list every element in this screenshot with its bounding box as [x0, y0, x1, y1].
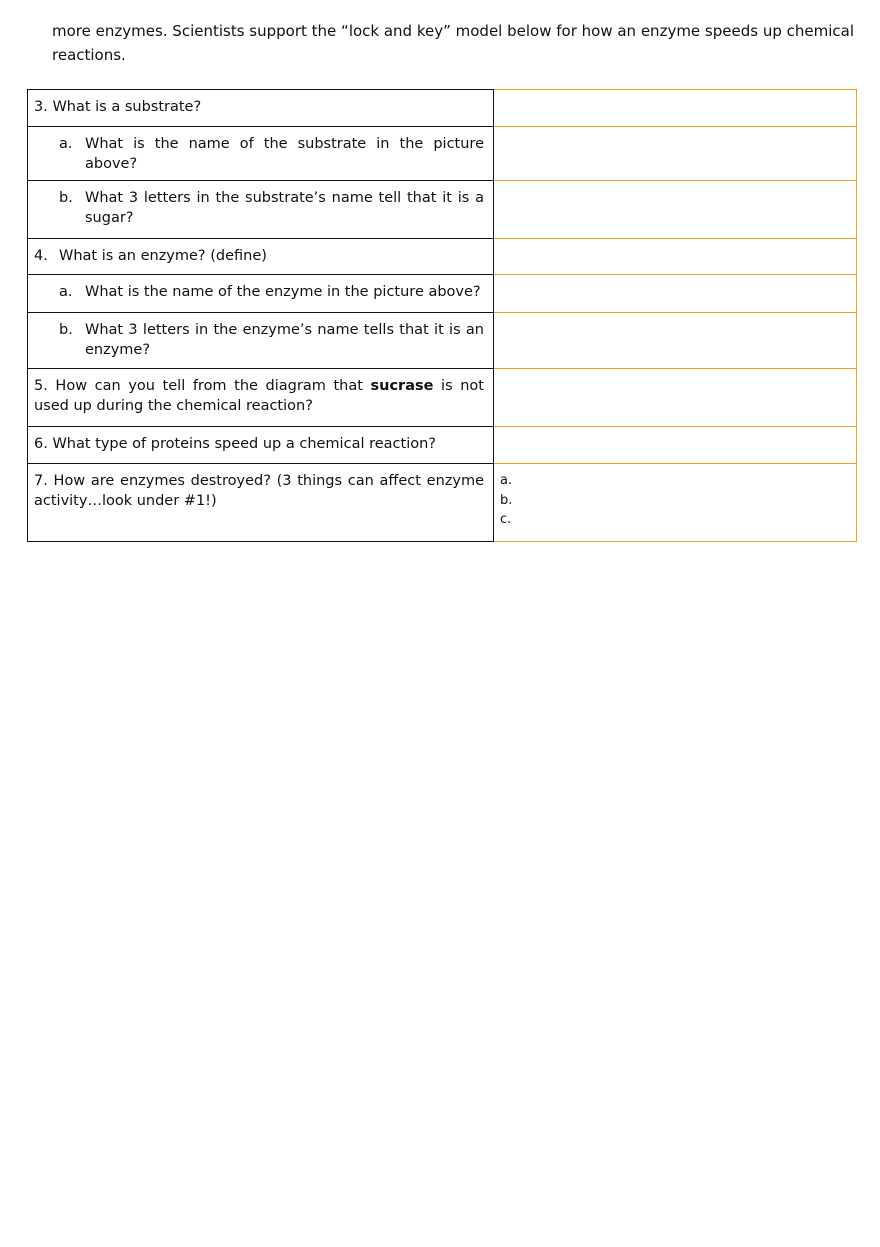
question-5 — [28, 369, 494, 427]
question-marker: b. — [59, 190, 73, 206]
question-text-start: 5. How can you tell from the diagram that — [34, 378, 371, 394]
answer-box-6[interactable] — [494, 427, 857, 464]
table-row — [28, 275, 857, 313]
answer-list — [500, 471, 850, 530]
answer-label-b: b. — [500, 492, 513, 508]
question-3: 3. What is a substrate? — [28, 90, 494, 127]
table-row — [28, 464, 857, 542]
table-row — [28, 239, 857, 275]
answer-box-7[interactable] — [494, 464, 857, 542]
question-4a — [28, 275, 494, 313]
question-4b — [28, 313, 494, 369]
table-row — [28, 369, 857, 427]
table-row — [28, 313, 857, 369]
question-text-end: is not used up during the chemical reaction? — [34, 378, 484, 414]
answer-label-c: c. — [500, 512, 512, 527]
question-3a — [28, 127, 494, 181]
question-text: What is the name of the substrate in the picture above? — [85, 136, 484, 172]
table-row — [28, 127, 857, 181]
question-4 — [28, 239, 494, 275]
question-marker: a. — [59, 136, 73, 152]
table-row — [28, 427, 857, 464]
question-text: What 3 letters in the enzyme’s name tells that it is an enzyme? — [85, 322, 484, 358]
answer-box-4b[interactable] — [494, 313, 857, 369]
question-3b — [28, 181, 494, 239]
answer-box-5[interactable] — [494, 369, 857, 427]
answer-box-3[interactable] — [494, 90, 857, 127]
question-table — [27, 89, 857, 542]
question-6: 6. What type of proteins speed up a chemical reaction? — [28, 427, 494, 464]
question-text: What 3 letters in the substrate’s name tell that it is a sugar? — [85, 190, 484, 226]
answer-box-3a[interactable] — [494, 127, 857, 181]
table-row — [28, 181, 857, 239]
answer-label-a: a. — [500, 473, 513, 488]
answer-box-4[interactable] — [494, 239, 857, 275]
intro-paragraph: more enzymes. Scientists support the “lock and key” model below for how an enzyme speeds up chemical reactions. — [52, 22, 854, 64]
table-row — [28, 90, 857, 127]
answer-box-4a[interactable] — [494, 275, 857, 313]
enzyme-term: sucrase — [370, 378, 434, 394]
question-marker: a. — [59, 284, 73, 300]
question-marker: 4. — [34, 248, 48, 264]
question-7: 7. How are enzymes destroyed? (3 things can affect enzyme activity…look under #1!) — [28, 464, 494, 542]
question-text: What is the name of the enzyme in the picture above? — [85, 284, 481, 300]
question-text: What is an enzyme? (define) — [59, 248, 267, 264]
answer-box-3b[interactable] — [494, 181, 857, 239]
question-marker: b. — [59, 322, 73, 338]
